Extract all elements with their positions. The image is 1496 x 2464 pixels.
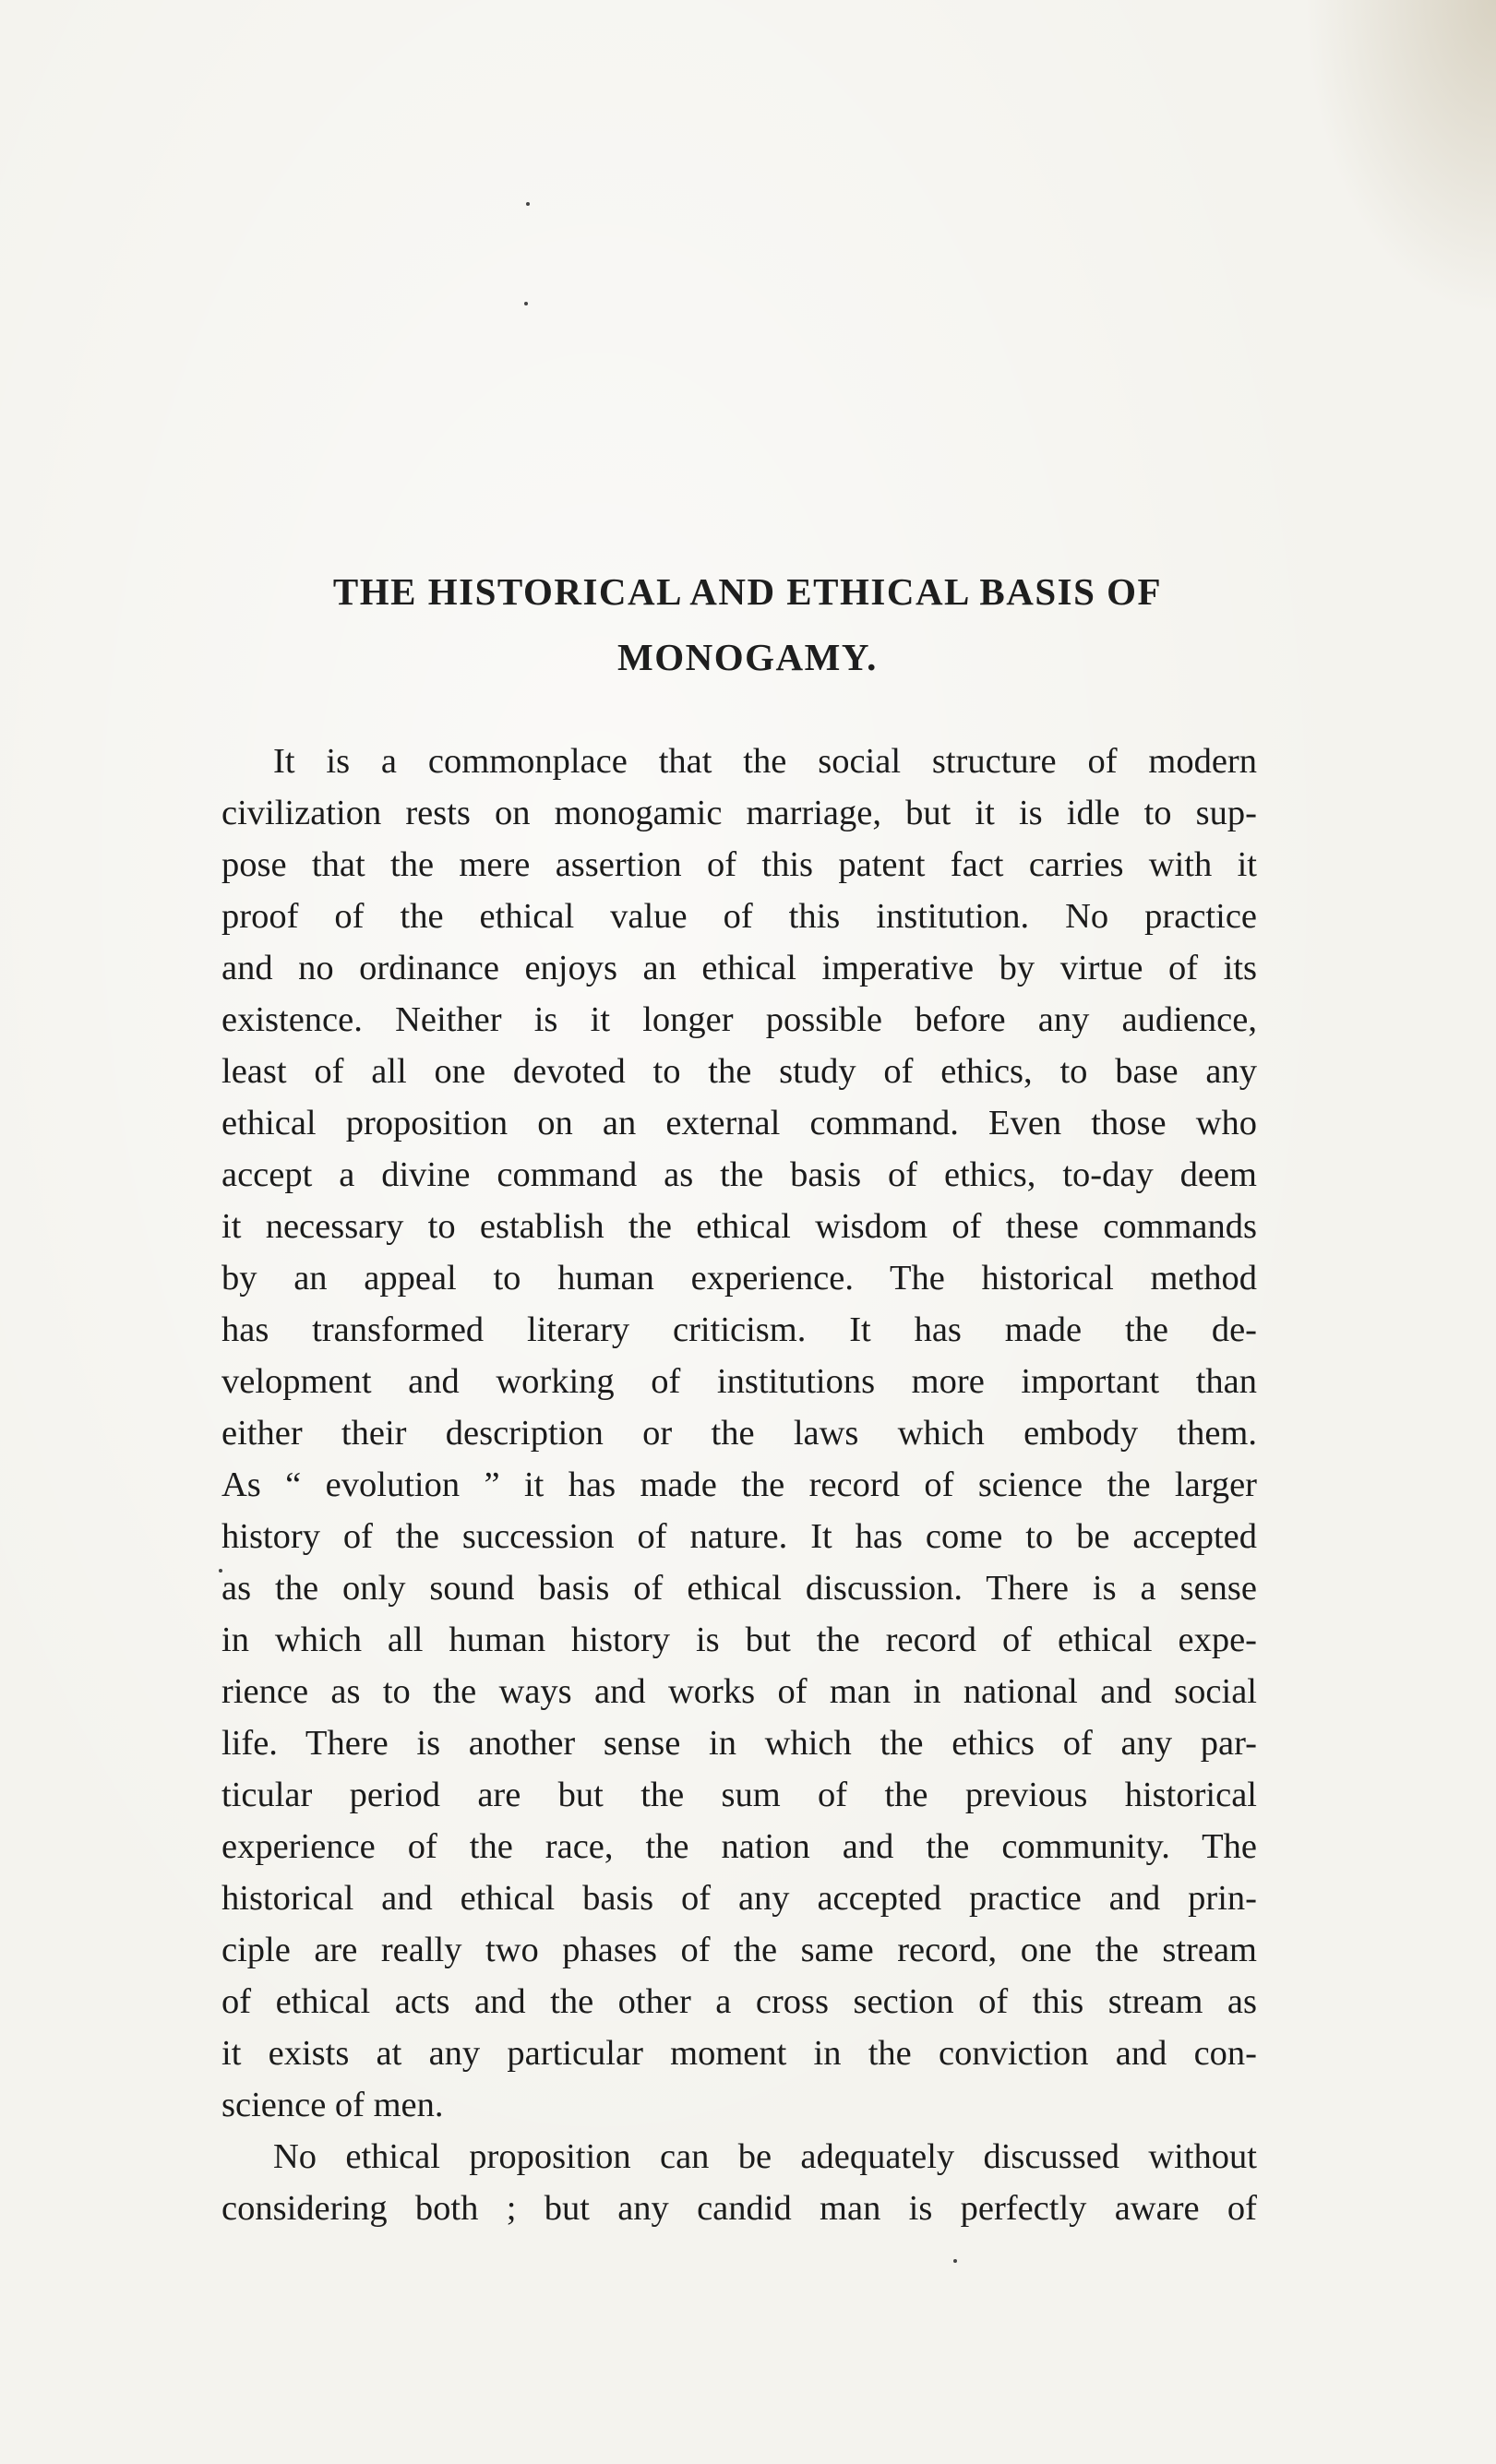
- text-line: experience of the race, the nation and the community. The: [221, 1827, 1257, 1866]
- paper-speck: [953, 2259, 957, 2263]
- paper-speck: [526, 202, 530, 206]
- text-line: it exists at any particular moment in the conviction and con-: [221, 2034, 1257, 2073]
- text-line: science of men.: [221, 2086, 444, 2124]
- text-line: least of all one devoted to the study of ethics, to base any: [221, 1052, 1257, 1091]
- text-line: velopment and working of institutions more important than: [221, 1362, 1257, 1401]
- text-line: existence. Neither is it longer possible before any audience,: [221, 1000, 1257, 1039]
- text-line: pose that the mere assertion of this patent fact carries with it: [221, 845, 1257, 884]
- article-title-line-2: MONOGAMY.: [617, 636, 878, 678]
- text-line: by an appeal to human experience. The historical method: [221, 1259, 1257, 1298]
- text-line: historical and ethical basis of any accepted practice and prin-: [221, 1879, 1257, 1918]
- text-line: As “ evolution ” it has made the record of science the larger: [221, 1465, 1257, 1504]
- text-line: and no ordinance enjoys an ethical imperative by virtue of its: [221, 949, 1257, 987]
- text-line: considering both ; but any candid man is perfectly aware of: [221, 2189, 1257, 2228]
- text-line: history of the succession of nature. It has come to be accepted: [221, 1517, 1257, 1556]
- text-line: civilization rests on monogamic marriage, but it is idle to sup-: [221, 794, 1257, 832]
- text-line: ticular period are but the sum of the previous historical: [221, 1776, 1257, 1814]
- text-line: It is a commonplace that the social structure of modern: [273, 742, 1257, 781]
- text-line: has transformed literary criticism. It has made the de-: [221, 1310, 1257, 1349]
- text-line: proof of the ethical value of this institution. No practice: [221, 897, 1257, 936]
- text-line: ciple are really two phases of the same record, one the stream: [221, 1931, 1257, 1969]
- text-line: either their description or the laws which embody them.: [221, 1414, 1257, 1453]
- text-line: accept a divine command as the basis of ethics, to-day deem: [221, 1155, 1257, 1194]
- text-line: No ethical proposition can be adequately discussed without: [273, 2137, 1257, 2176]
- text-line: life. There is another sense in which the ethics of any par-: [221, 1724, 1257, 1763]
- article-title-line-1: THE HISTORICAL AND ETHICAL BASIS OF: [332, 570, 1163, 613]
- text-line: rience as to the ways and works of man in national and social: [221, 1672, 1257, 1711]
- text-line: in which all human history is but the record of ethical expe-: [221, 1621, 1257, 1659]
- text-line: of ethical acts and the other a cross section of this stream as: [221, 1982, 1257, 2021]
- text-line: ethical proposition on an external command. Even those who: [221, 1104, 1257, 1142]
- paper-speck: [524, 302, 528, 305]
- text-line: as the only sound basis of ethical discussion. There is a sense: [221, 1569, 1257, 1608]
- text-line: it necessary to establish the ethical wisdom of these commands: [221, 1207, 1257, 1246]
